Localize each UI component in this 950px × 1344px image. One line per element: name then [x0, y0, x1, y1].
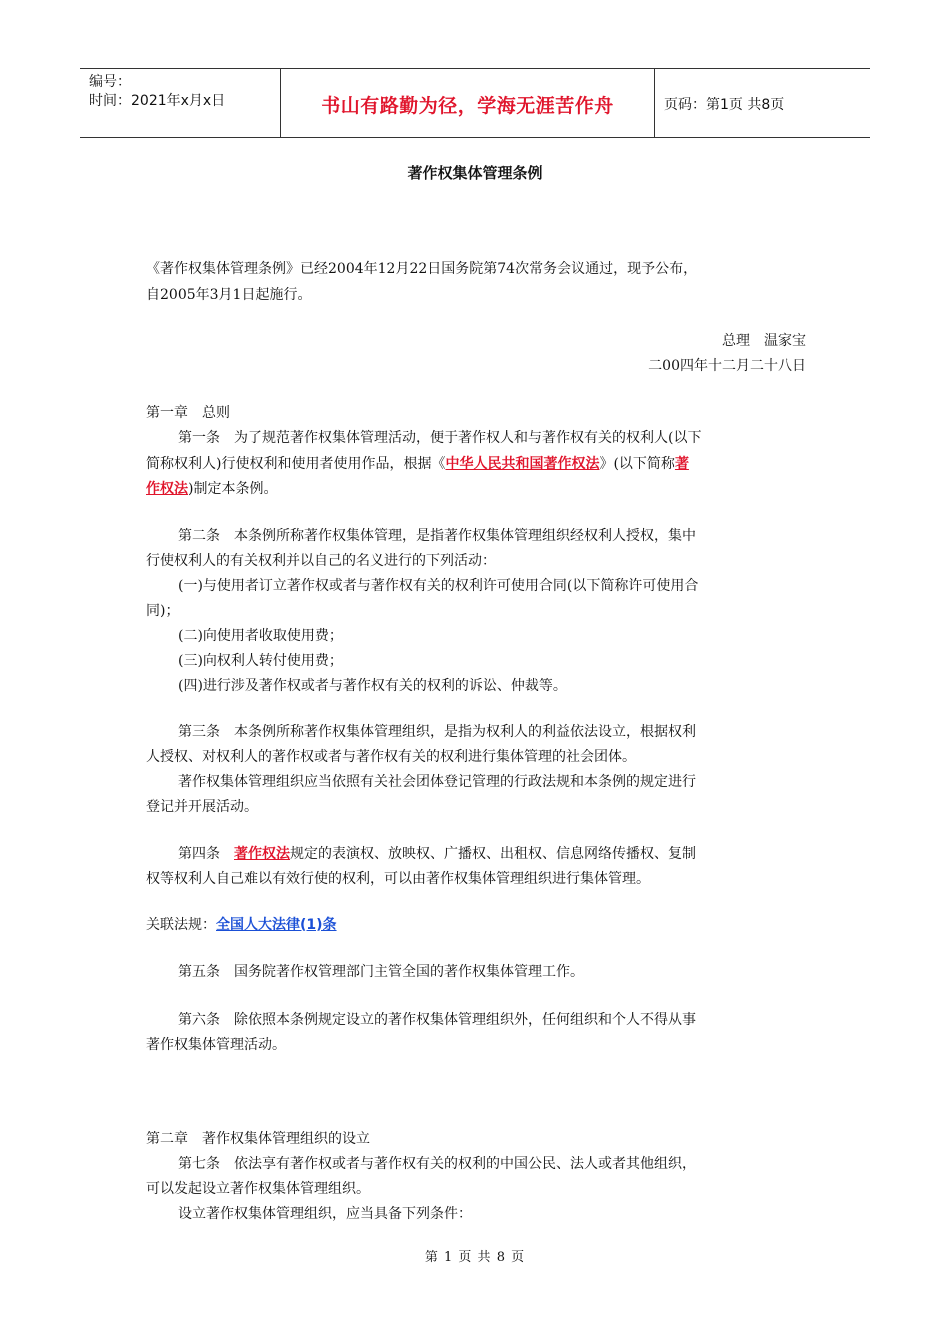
- article-3-line-2: 人授权、对权利人的著作权或者与著作权有关的权利进行集体管理的社会团体。: [146, 749, 636, 765]
- article-1-text: )制定本条例。: [188, 481, 278, 497]
- article-1-line-3: [146, 479, 277, 499]
- article-1-text: 》(以下简称: [599, 456, 675, 472]
- copyright-law-full-link[interactable]: 中华人民共和国著作权法: [445, 456, 600, 472]
- header-meta-cell: [80, 69, 281, 137]
- signature-date: 二00四年十二月二十八日: [648, 358, 806, 374]
- article-1-line-2: [146, 454, 689, 474]
- header-page-info: 页码：第1页 共8页: [664, 97, 785, 113]
- page-footer: 第 1 页 共 8 页: [424, 1250, 526, 1265]
- article-1-text: 简称权利人)行使权利和使用者使用作品，根据《: [146, 456, 446, 472]
- doc-date-label: 时间：2021年x月x日: [89, 93, 226, 109]
- document-title: 著作权集体管理条例: [407, 164, 543, 182]
- copyright-law-link[interactable]: 著: [674, 456, 689, 472]
- copyright-law-link[interactable]: 著作权法: [234, 846, 290, 862]
- related-label: 关联法规：: [146, 917, 216, 933]
- signature: 总理 温家宝: [722, 333, 806, 349]
- article-3-line-3: 著作权集体管理组织应当依照有关社会团体登记管理的行政法规和本条例的规定进行: [178, 774, 696, 790]
- article-7-line-2: 可以发起设立著作权集体管理组织。: [146, 1181, 370, 1197]
- header-motto-cell: [281, 69, 655, 137]
- article-7-line-1: 第七条 依法享有著作权或者与著作权有关的权利的中国公民、法人或者其他组织，: [178, 1156, 696, 1172]
- article-2-item-4: (四)进行涉及著作权或者与著作权有关的权利的诉讼、仲裁等。: [178, 678, 567, 694]
- article-4-line-1: [178, 844, 696, 864]
- article-6-line-1: 第六条 除依照本条例规定设立的著作权集体管理组织外，任何组织和个人不得从事: [178, 1012, 696, 1028]
- article-4-text: 规定的表演权、放映权、广播权、出租权、信息网络传播权、复制: [290, 846, 696, 862]
- article-2-item-3: (三)向权利人转付使用费；: [178, 653, 343, 669]
- article-7-line-3: 设立著作权集体管理组织，应当具备下列条件：: [178, 1206, 472, 1222]
- article-1-line-1: 第一条 为了规范著作权集体管理活动，便于著作权人和与著作权有关的权利人(以下: [178, 430, 702, 446]
- article-2-line-1: 第二条 本条例所称著作权集体管理，是指著作权集体管理组织经权利人授权，集中: [178, 528, 696, 544]
- header-table: [80, 68, 870, 138]
- article-2-item-1-cont: 同)；: [146, 603, 180, 619]
- article-4-line-2: 权等权利人自己难以有效行使的权利，可以由著作权集体管理组织进行集体管理。: [146, 871, 650, 887]
- article-2-line-2: 行使权利人的有关权利并以自己的名义进行的下列活动：: [146, 553, 496, 569]
- article-4-prefix: 第四条: [178, 846, 234, 862]
- related-law-link[interactable]: 全国人大法律(1)条: [216, 917, 337, 933]
- copyright-law-link-cont[interactable]: 作权法: [146, 481, 188, 497]
- chapter-1-heading: 第一章 总则: [146, 405, 230, 421]
- article-6-line-2: 著作权集体管理活动。: [146, 1037, 286, 1053]
- article-3-line-4: 登记并开展活动。: [146, 799, 258, 815]
- header-motto: 书山有路勤为径，学海无涯苦作舟: [321, 95, 614, 117]
- related-regulations: [146, 915, 337, 935]
- intro-line-2: 自2005年3月1日起施行。: [146, 287, 312, 303]
- intro-line-1: 《著作权集体管理条例》已经2004年12月22日国务院第74次常务会议通过，现予公布，: [146, 261, 698, 277]
- article-2-item-1: (一)与使用者订立著作权或者与著作权有关的权利许可使用合同(以下简称许可使用合: [178, 578, 699, 594]
- article-3-line-1: 第三条 本条例所称著作权集体管理组织，是指为权利人的利益依法设立，根据权利: [178, 724, 696, 740]
- article-5: 第五条 国务院著作权管理部门主管全国的著作权集体管理工作。: [178, 964, 584, 980]
- chapter-2-heading: 第二章 著作权集体管理组织的设立: [146, 1131, 370, 1147]
- doc-number-label: 编号：: [89, 74, 131, 90]
- article-2-item-2: (二)向使用者收取使用费；: [178, 628, 343, 644]
